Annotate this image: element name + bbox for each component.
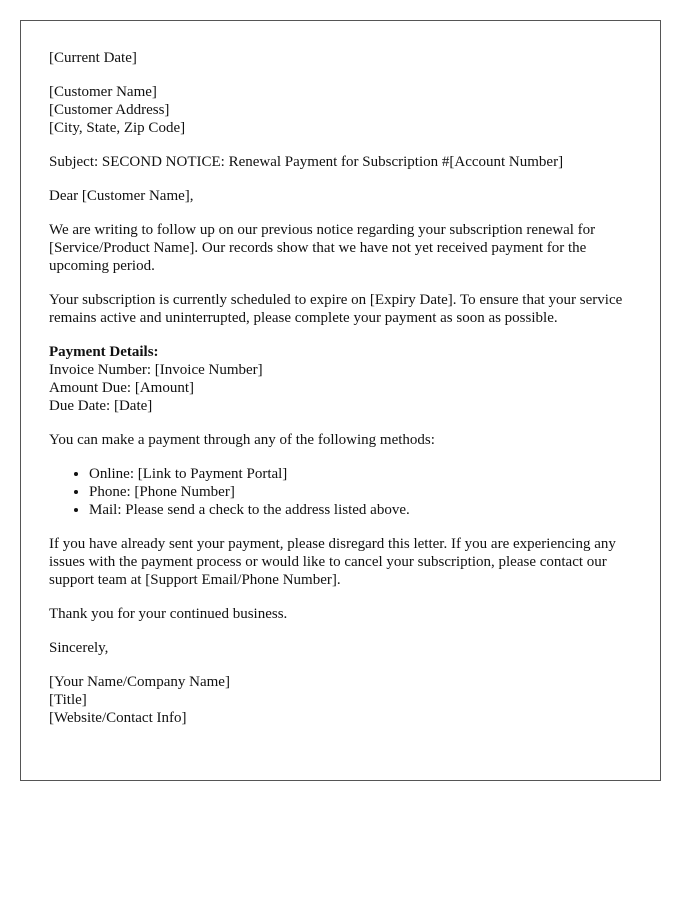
recipient-address: [Customer Address] [49,102,170,118]
signature-block [49,673,632,727]
recipient-name: [Customer Name] [49,84,157,100]
signature-contact: [Website/Contact Info] [49,710,187,726]
payment-methods-intro: You can make a payment through any of the following methods: [49,432,435,448]
invoice-number: Invoice Number: [Invoice Number] [49,362,263,378]
signature-title: [Title] [49,692,87,708]
body-paragraph-3: If you have already sent your payment, please disregard this letter. If you are experiencing any issues with the payment process or would like to cancel your subscription, please contact our support team at [Support Email/Phone Number]. [49,536,616,588]
payment-method-phone: • Phone: [Phone Number] [89,483,632,501]
letter-date: [Current Date] [49,50,137,66]
letter-salutation: Dear [Customer Name], [49,188,194,204]
payment-details-block [49,343,632,415]
due-date: Due Date: [Date] [49,398,153,414]
letter-subject: Subject: SECOND NOTICE: Renewal Payment for Subscription #[Account Number] [49,154,564,170]
payment-details-heading: Payment Details: [49,344,159,360]
amount-due: Amount Due: [Amount] [49,380,194,396]
body-paragraph-1: We are writing to follow up on our previous notice regarding your subscription renewal for [Service/Product Name]. Our records show that we have not yet received payment for the upcoming period. [49,222,596,274]
recipient-city-line: [City, State, Zip Code] [49,120,186,136]
closing-line: Sincerely, [49,640,109,656]
recipient-block [49,83,632,137]
payment-methods-list [49,465,632,519]
signature-name: [Your Name/Company Name] [49,674,230,690]
thanks-line: Thank you for your continued business. [49,606,288,622]
payment-method-online: • Online: [Link to Payment Portal] [89,465,632,483]
body-paragraph-2: Your subscription is currently scheduled to expire on [Expiry Date]. To ensure that your service remains active and uninterrupted, please complete your payment as soon as possible. [49,292,623,326]
payment-method-mail: • Mail: Please send a check to the address listed above. [89,501,632,519]
letter-page [20,20,661,781]
